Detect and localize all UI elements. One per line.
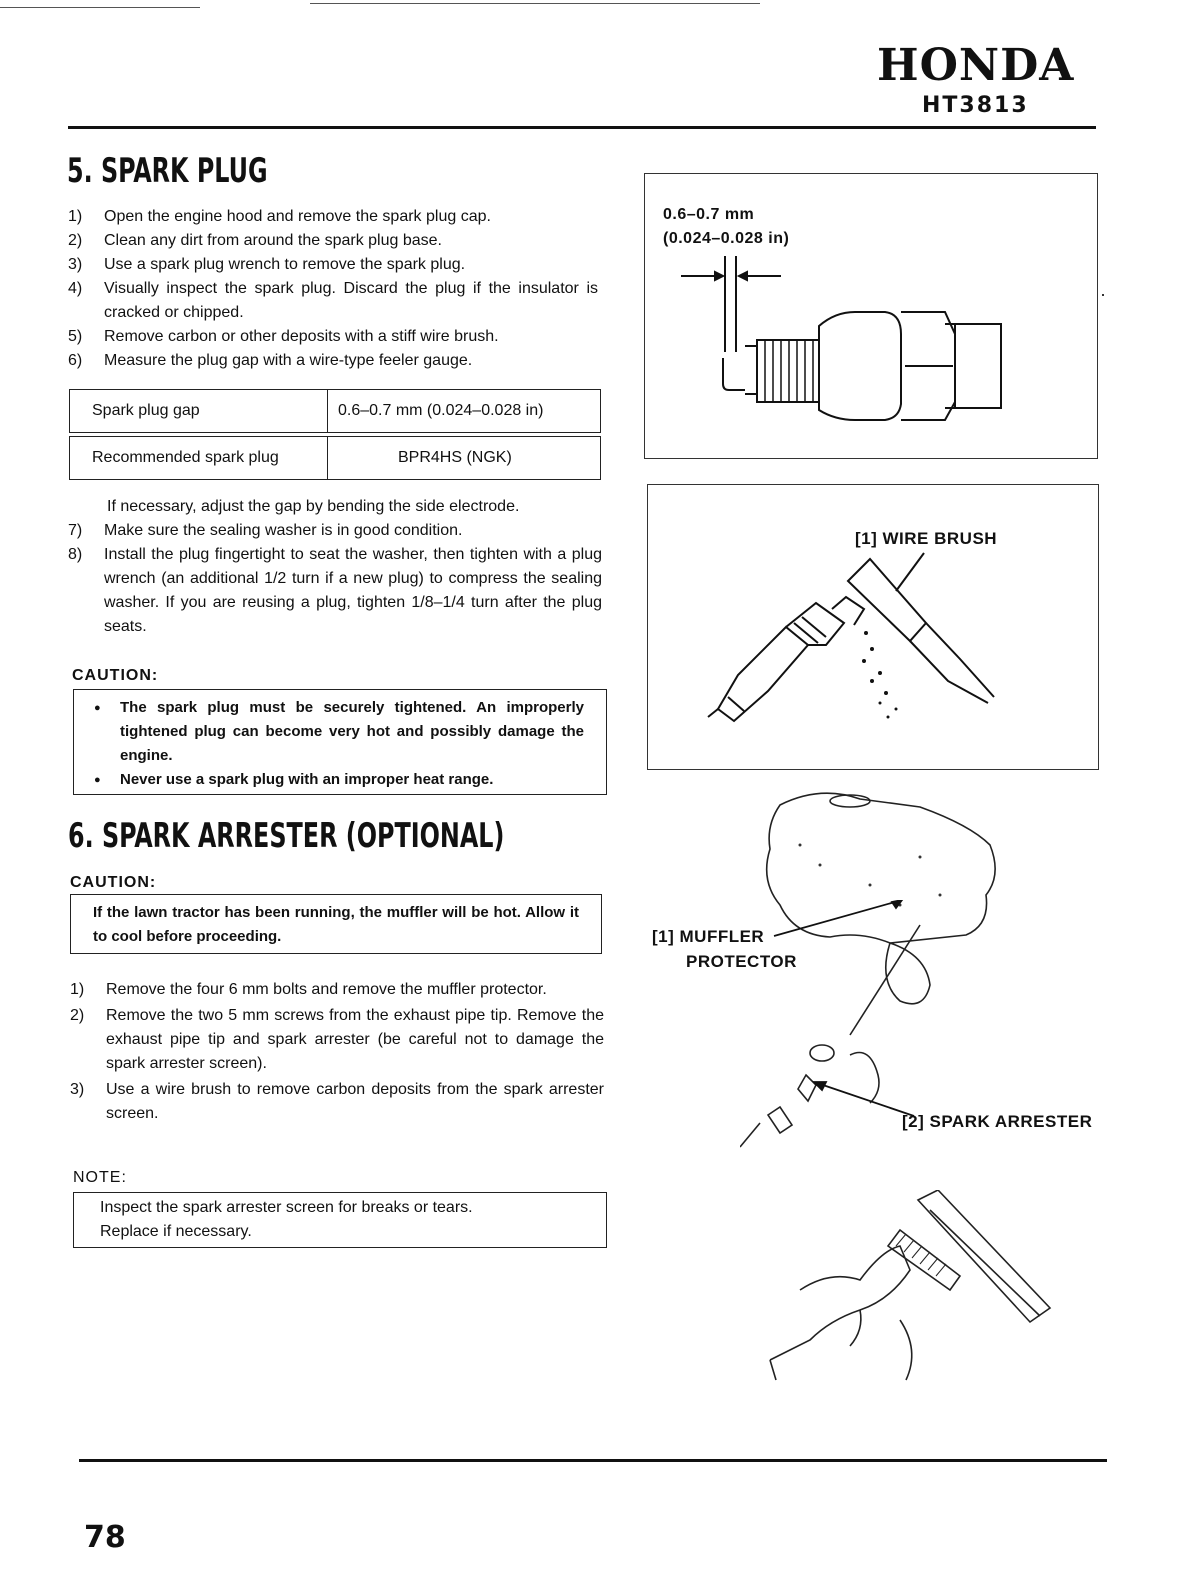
- adjust-note: If necessary, adjust the gap by bending the side electrode.: [107, 498, 520, 515]
- list-item: [68, 253, 598, 277]
- section-title-spark-plug: 5. SPARK PLUG: [67, 151, 268, 191]
- step-text: Open the engine hood and remove the spark plug cap.: [104, 208, 491, 225]
- model-number: HT3813: [922, 93, 1029, 118]
- step-text: Visually inspect the spark plug. Discard the plug if the insulator is cracked or chipped.: [104, 280, 598, 321]
- list-item: [70, 1004, 604, 1076]
- section-title-spark-arrester: 6. SPARK ARRESTER (OPTIONAL): [68, 816, 505, 856]
- spec-row-gap: [69, 389, 601, 433]
- caution-box: [73, 689, 607, 795]
- step-text: Use a spark plug wrench to remove the spark plug.: [104, 256, 466, 273]
- list-item: [70, 1078, 604, 1126]
- spark-arrester-label: [2] SPARK ARRESTER: [902, 1112, 1093, 1131]
- step-number: 2): [70, 1007, 85, 1024]
- list-item: [70, 978, 604, 1002]
- note-text-1: Inspect the spark arrester screen for breaks or tears.: [100, 1199, 473, 1216]
- step-text: Measure the plug gap with a wire-type feeler gauge.: [104, 352, 473, 369]
- caution-label: CAUTION:: [72, 667, 159, 684]
- spark-plug-steps: [68, 205, 598, 373]
- step-number: 8): [68, 546, 83, 563]
- list-item: [68, 349, 598, 373]
- spark-plug-gap-figure: [644, 173, 1098, 459]
- header-rule: [68, 126, 1096, 129]
- muffler-label-1: [1] MUFFLER: [652, 927, 765, 946]
- gap-label-mm: 0.6–0.7 mm: [663, 206, 755, 223]
- spark-plug-steps-2: [68, 519, 602, 639]
- step-number: 5): [68, 328, 83, 345]
- honda-logo: HONDA: [877, 40, 1075, 91]
- list-item: [68, 229, 598, 253]
- gap-label-in: (0.024–0.028 in): [663, 230, 790, 247]
- step-number: 7): [68, 522, 83, 539]
- stray-dot: [1102, 294, 1104, 296]
- spec-row-plug: [69, 436, 601, 480]
- step-number: 4): [68, 280, 83, 297]
- top-line-center: [310, 3, 760, 4]
- footer-rule: [79, 1459, 1107, 1462]
- wire-brush-figure: [647, 484, 1099, 770]
- step-number: 2): [68, 232, 83, 249]
- step-number: 1): [68, 208, 83, 225]
- spark-plug-gap-drawing: [645, 174, 1097, 458]
- step-text: Make sure the sealing washer is in good condition.: [104, 522, 463, 539]
- caution-text: If the lawn tractor has been running, the muffler will be hot. Allow it to cool before proceeding.: [93, 904, 579, 945]
- list-item: [68, 277, 598, 325]
- step-number: 6): [68, 352, 83, 369]
- wire-brush-drawing: [648, 485, 1098, 769]
- note-box: [73, 1192, 607, 1248]
- caution-item: ● Never use a spark plug with an improper heat range.: [74, 768, 584, 792]
- step-text: Use a wire brush to remove carbon deposits from the spark arrester screen.: [106, 1081, 604, 1122]
- step-text: Remove the four 6 mm bolts and remove the muffler protector.: [106, 981, 547, 998]
- list-item: [68, 205, 598, 229]
- step-number: 3): [70, 1081, 85, 1098]
- spec-label: Spark plug gap: [70, 390, 328, 432]
- caution-box: [70, 894, 602, 954]
- muffler-label-2: PROTECTOR: [686, 952, 797, 971]
- step-text: Install the plug fingertight to seat the washer, then tighten with a plug wrench (an additional 1/2 turn if a new plug) to compress the sealing washer. If you are reusing a plug, tighten 1/8–1/4 turn after the plug seats.: [104, 546, 602, 635]
- step-text: Remove carbon or other deposits with a stiff wire brush.: [104, 328, 499, 345]
- spec-value: 0.6–0.7 mm (0.024–0.028 in): [338, 402, 544, 419]
- spec-label: Recommended spark plug: [70, 437, 328, 479]
- note-label: NOTE:: [73, 1169, 127, 1186]
- list-item: [68, 519, 602, 543]
- list-item: [68, 543, 602, 639]
- spec-value: BPR4HS (NGK): [398, 449, 512, 466]
- top-line-left: [0, 7, 200, 8]
- caution-item: ● The spark plug must be securely tightened. An improperly tightened plug can become very hot and possibly damage the engine.: [74, 696, 584, 768]
- wire-brush-label: [1] WIRE BRUSH: [855, 529, 998, 548]
- caution-label: CAUTION:: [70, 874, 157, 891]
- step-number: 3): [68, 256, 83, 273]
- step-text: Remove the two 5 mm screws from the exhaust pipe tip. Remove the exhaust pipe tip and spark arrester (be careful not to damage the spark arrester screen).: [106, 1007, 604, 1072]
- page-number: 78: [84, 1520, 126, 1555]
- spark-arrester-steps: [70, 978, 604, 1126]
- list-item: [68, 325, 598, 349]
- step-text: Clean any dirt from around the spark plug base.: [104, 232, 442, 249]
- note-text-2: Replace if necessary.: [100, 1223, 252, 1240]
- brushing-screen-drawing: [760, 1190, 1060, 1390]
- step-number: 1): [70, 981, 85, 998]
